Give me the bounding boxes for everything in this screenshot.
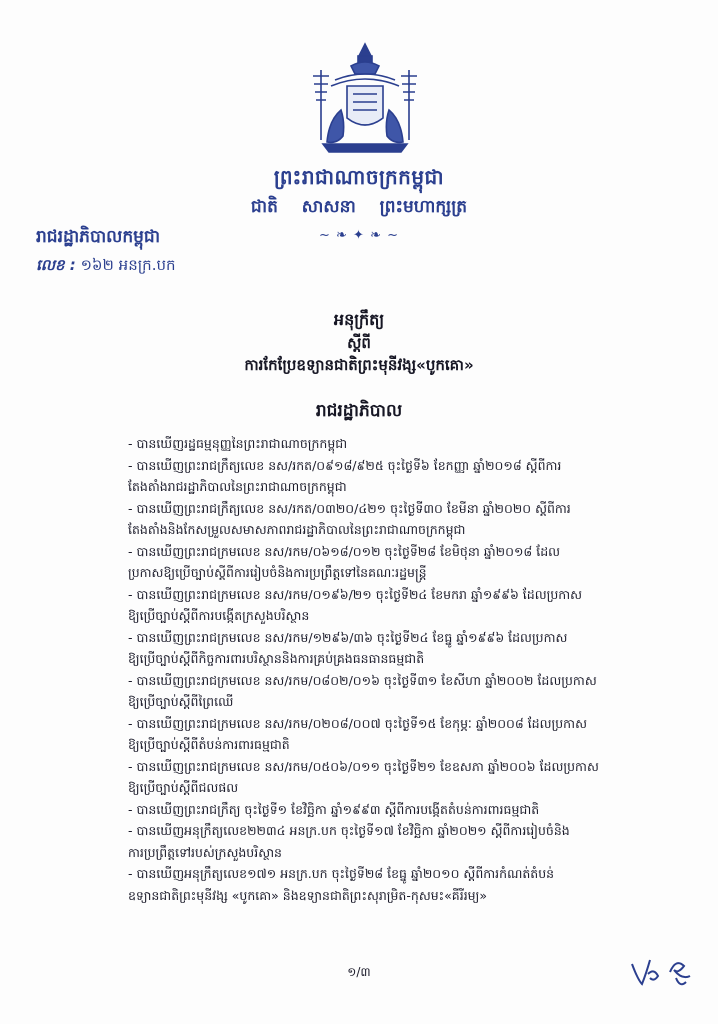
consideration-line: - បានឃើញព្រះរាជក្រឹត្យលេខ នស/រកត/០៩១៨/៩២៥ ចុះថ្ងៃទី៦ ខែកញ្ញា ឆ្នាំ២០១៨ ស្តីពីការ bbox=[128, 457, 562, 473]
national-motto: ជាតិ សាសនា ព្រះមហាក្សត្រ bbox=[250, 197, 468, 217]
ornament-divider: ~ ❧ ✦ ❧ ~ bbox=[319, 228, 399, 243]
consideration-line: - បានឃើញព្រះរាជក្រមលេខ នស/រកម/០២០៨/០០៧ ចុះថ្ងៃទី១៥ ខែកុម្ភៈ ឆ្នាំ២០០៨ ដែលប្រកាស bbox=[128, 715, 587, 731]
reference-value: ១៦២ អនក្រ.បក bbox=[80, 256, 176, 274]
body-heading: រាជរដ្ឋាភិបាល bbox=[315, 401, 403, 421]
consideration-line: - បានឃើញរដ្ឋធម្មនុញ្ញនៃព្រះរាជាណាចក្រកម្ពុជា bbox=[128, 436, 348, 451]
consideration-line: - បានឃើញព្រះរាជក្រមលេខ នស/រកម/០៨០២/០១៦ ចុះថ្ងៃទី៣១ ខែសីហា ឆ្នាំ២០០២ ដែលប្រកាស bbox=[128, 672, 597, 688]
document-subject: ការកែប្រែឧទ្យានជាតិព្រះមុនីវង្ស«បូកគោ» bbox=[244, 356, 474, 374]
consideration-line: - បានឃើញអនុក្រឹត្យលេខ១៧១ អនក្រ.បក ចុះថ្ងៃទី២៨ ខែធ្នូ ឆ្នាំ២០១០ ស្តីពីការកំណត់តំបន់ bbox=[128, 866, 555, 881]
consideration-line: ការប្រព្រឹត្តទៅរបស់ក្រសួងបរិស្ថាន bbox=[128, 844, 282, 860]
consideration-line: ឱ្យប្រើច្បាប់ស្តីពីការបង្កើតក្រសួងបរិស្ថាន bbox=[128, 608, 310, 623]
consideration-line: តែងតាំងនិងកែសម្រួលសមាសភាពរាជរដ្ឋាភិបាលនៃព្រះរាជាណាចក្រកម្ពុជា bbox=[128, 522, 466, 537]
consideration-line: ប្រកាសឱ្យប្រើច្បាប់ស្តីពីការរៀបចំនិងការប្រព្រឹត្តទៅនៃគណៈរដ្ឋមន្ត្រី bbox=[128, 565, 427, 580]
consideration-line: ឱ្យប្រើច្បាប់ស្តីពីព្រៃឈើ bbox=[128, 694, 234, 709]
document-about: ស្តីពី bbox=[347, 334, 371, 352]
consideration-line: - បានឃើញព្រះរាជក្រមលេខ នស/រកម/០៦១៨/០១២ ចុះថ្ងៃទី២៨ ខែមិថុនា ឆ្នាំ២០១៨ ដែល bbox=[128, 543, 561, 559]
consideration-line: - បានឃើញព្រះរាជក្រមលេខ នស/រកម/០១៩៦/២១ ចុះថ្ងៃទី២៤ ខែមករា ឆ្នាំ១៩៩៦ ដែលប្រកាស bbox=[128, 586, 583, 602]
consideration-line: - បានឃើញព្រះរាជក្រឹត្យ ចុះថ្ងៃទី១ ខែវិច្ឆិកា ឆ្នាំ១៩៩៣ ស្តីពីការបង្កើតតំបន់ការពារធម្មជាតិ bbox=[128, 801, 540, 817]
consideration-line: ឧទ្យានជាតិព្រះមុនីវង្ស «បូកគោ» និងឧទ្យានជាតិព្រះសុរាម្រិត-កុសមះ«គីរីរម្យ» bbox=[128, 887, 487, 903]
reference-number bbox=[36, 256, 176, 278]
consideration-line: ឱ្យប្រើច្បាប់ស្តីពីកិច្ចការពារបរិស្ថាននិងការគ្រប់គ្រងធនធានធម្មជាតិ bbox=[128, 651, 425, 666]
royal-emblem-icon bbox=[301, 40, 429, 158]
consideration-line: - បានឃើញអនុក្រឹត្យលេខ២២៣៤ អនក្រ.បក ចុះថ្ងៃទី១៧ ខែវិច្ឆិកា ឆ្នាំ២០២១ ស្តីពីការរៀបចំនិង bbox=[128, 823, 570, 838]
considerations-list bbox=[128, 433, 688, 906]
consideration-line: - បានឃើញព្រះរាជក្រមលេខ នស/រកម/០៥០៦/០១១ ចុះថ្ងៃទី២១ ខែឧសភា ឆ្នាំ២០០៦ ដែលប្រកាស bbox=[128, 758, 599, 774]
reference-label: លេខ : bbox=[36, 256, 76, 274]
consideration-line: - បានឃើញព្រះរាជក្រឹត្យលេខ នស/រកត/០៣២០/៤២១ ចុះថ្ងៃទី៣០ ខែមីនា ឆ្នាំ២០២០ ស្តីពីការ bbox=[128, 500, 571, 516]
consideration-line: - បានឃើញព្រះរាជក្រមលេខ នស/រកម/១២៩៦/៣៦ ចុះថ្ងៃទី២៤ ខែធ្នូ ឆ្នាំ១៩៩៦ ដែលប្រកាស bbox=[128, 629, 568, 645]
consideration-line: ឱ្យប្រើច្បាប់ស្តីពីជលផល bbox=[128, 780, 239, 795]
consideration-line: ឱ្យប្រើច្បាប់ស្តីពីតំបន់ការពារធម្មជាតិ bbox=[128, 737, 290, 752]
document-type: អនុក្រឹត្យ bbox=[333, 310, 385, 329]
consideration-line: តែងតាំងរាជរដ្ឋាភិបាលនៃព្រះរាជាណាចក្រកម្ពុជា bbox=[128, 479, 347, 494]
kingdom-title: ព្រះរាជាណាចក្រកម្ពុជា bbox=[273, 165, 445, 189]
signature-initials-icon bbox=[628, 950, 700, 992]
issuing-government: រាជរដ្ឋាភិបាលកម្ពុជា bbox=[36, 227, 161, 247]
page-number: ១/៣ bbox=[347, 965, 371, 979]
